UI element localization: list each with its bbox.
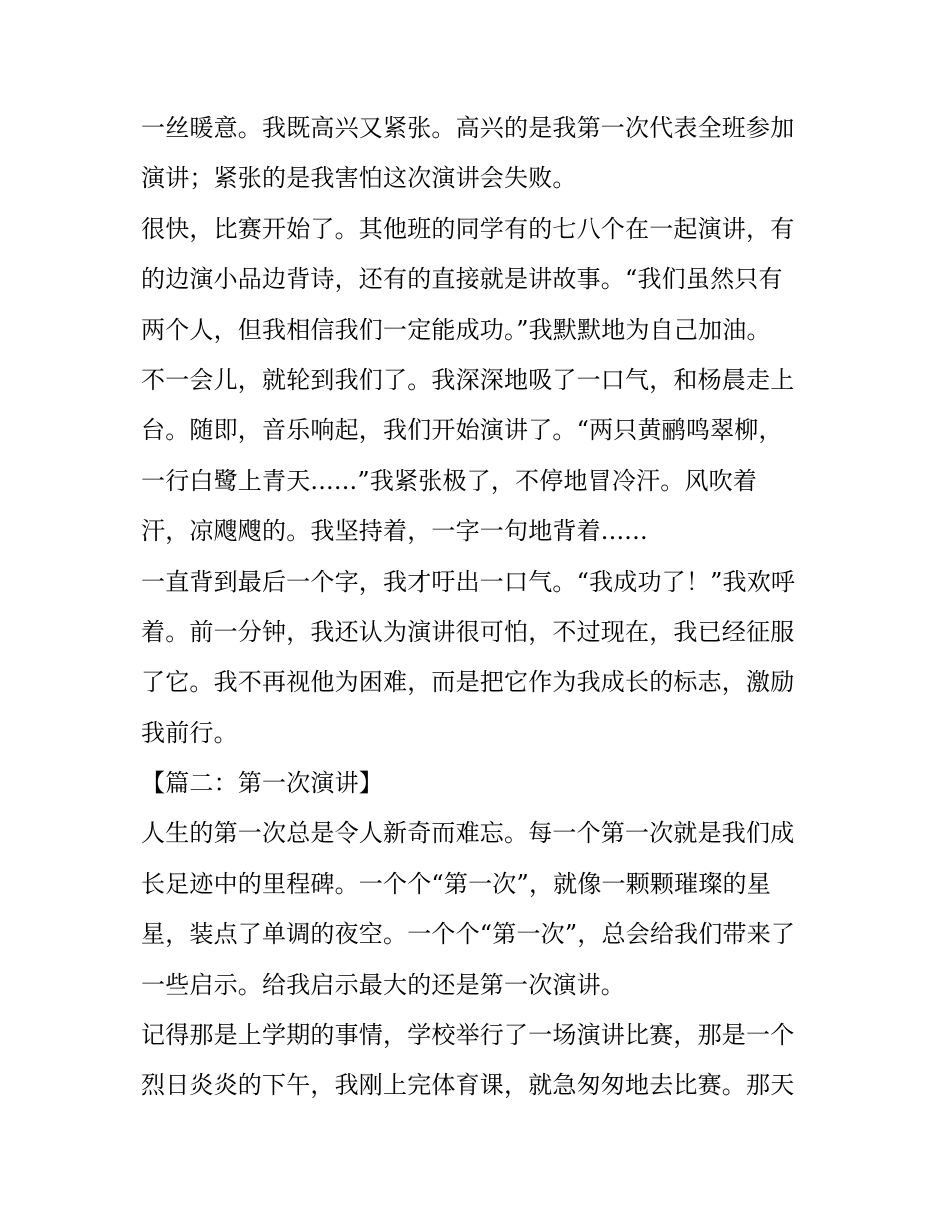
text-line: 我前行。 — [141, 718, 238, 747]
text-line: 很快，比赛开始了。其他班的同学有的七八个在一起演讲，有 — [141, 214, 795, 243]
text-line: 烈日炎炎的下午，我刚上完体育课，就急匆匆地去比赛。那天 — [141, 1071, 795, 1100]
section-heading: 【篇二：第一次演讲】 — [141, 769, 383, 798]
text-line: 汗，凉飕飕的。我坚持着，一字一句地背着...... — [141, 517, 648, 546]
text-line: 了它。我不再视他为困难，而是把它作为我成长的标志，激励 — [141, 668, 795, 697]
text-line: 一些启示。给我启示最大的还是第一次演讲。 — [141, 970, 625, 999]
text-line: 不一会儿，就轮到我们了。我深深地吸了一口气，和杨晨走上 — [141, 365, 795, 394]
text-line: 一丝暖意。我既高兴又紧张。高兴的是我第一次代表全班参加 — [141, 114, 795, 142]
text-line: 记得那是上学期的事情，学校举行了一场演讲比赛，那是一个 — [141, 1021, 795, 1050]
essay-text — [141, 103, 821, 1111]
text-line: 长足迹中的里程碑。一个个“第一次”，就像一颗颗璀璨的星 — [141, 869, 771, 898]
text-line: 台。随即，音乐响起，我们开始演讲了。“两只黄鹂鸣翠柳， — [141, 416, 783, 445]
text-line: 着。前一分钟，我还认为演讲很可怕，不过现在，我已经征服 — [141, 617, 795, 646]
text-line: 星，装点了单调的夜空。一个个“第一次”，总会给我们带来了 — [141, 920, 796, 949]
text-line: 的边演小品边背诗，还有的直接就是讲故事。“我们虽然只有 — [141, 265, 783, 294]
text-line: 两个人，但我相信我们一定能成功。”我默默地为自己加油。 — [141, 315, 771, 344]
text-line: 一直背到最后一个字，我才吁出一口气。“我成功了！”我欢呼 — [141, 567, 796, 596]
text-line: 一行白鹭上青天......”我紧张极了，不停地冒冷汗。风吹着 — [141, 466, 758, 495]
text-line: 人生的第一次总是令人新奇而难忘。每一个第一次就是我们成 — [141, 819, 795, 848]
text-line: 演讲；紧张的是我害怕这次演讲会失败。 — [141, 164, 577, 193]
